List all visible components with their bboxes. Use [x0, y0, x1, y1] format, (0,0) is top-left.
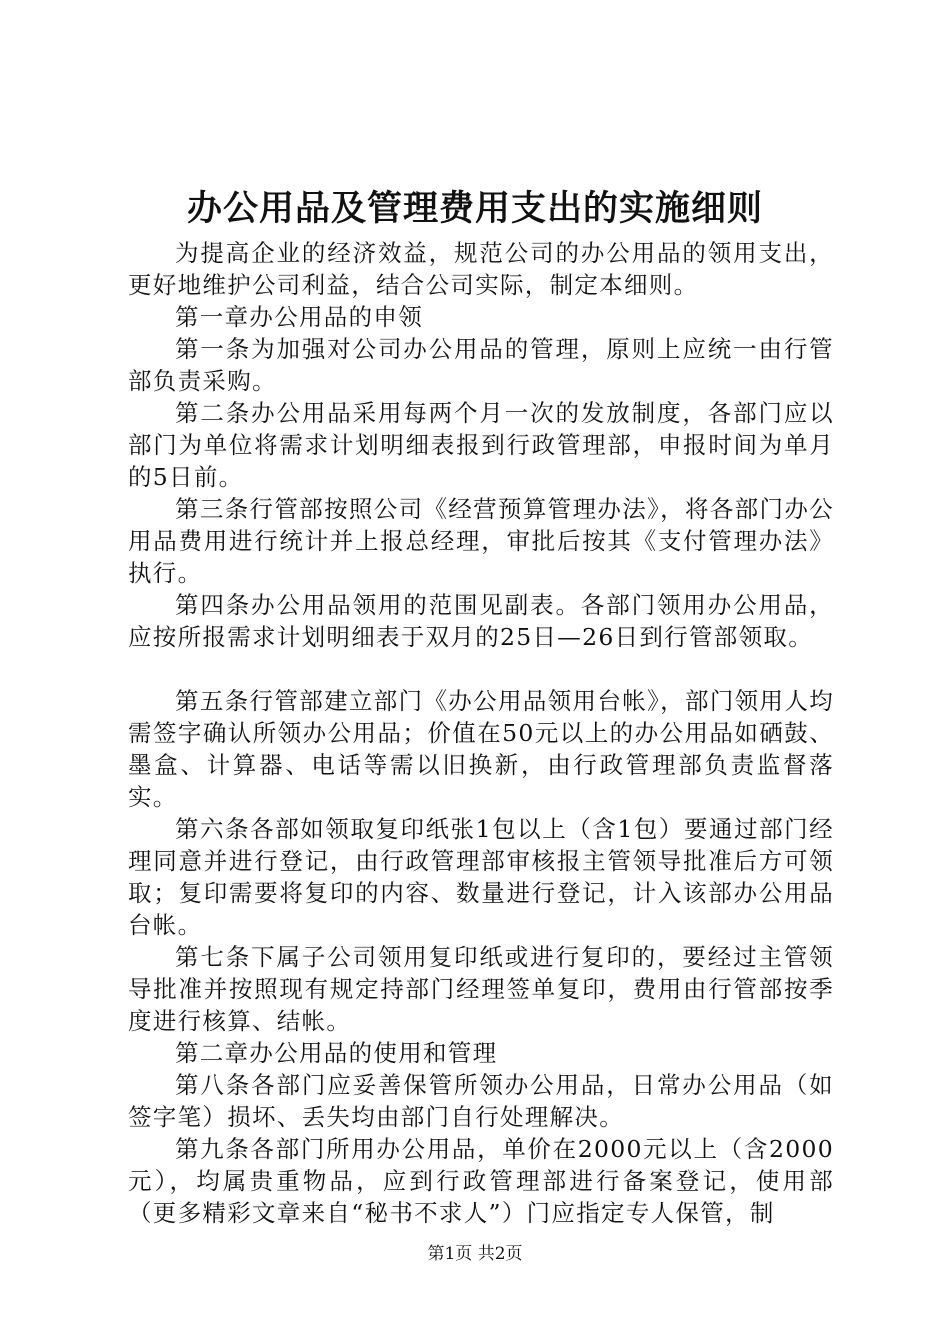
- document-body: [128, 237, 834, 1229]
- article-6: 第六条各部如领取复印纸张1包以上（含1包）要通过部门经理同意并进行登记，由行政管理部审核报主管领导批准后方可领取；复印需要将复印的内容、数量进行登记，计入该部办公用品台帐。: [128, 815, 834, 939]
- article-4: 第四条办公用品领用的范围见副表。各部门领用办公用品，应按所报需求计划明细表于双月的25日—26日到行管部领取。: [128, 591, 834, 651]
- page-footer: 第1页 共2页: [427, 1244, 523, 1264]
- blank-line: [128, 653, 834, 685]
- chapter-heading-1: 第一章办公用品的申领: [175, 303, 423, 331]
- chapter-heading-2: 第二章办公用品的使用和管理: [175, 1039, 498, 1067]
- document-title: 办公用品及管理费用支出的实施细则: [186, 188, 763, 229]
- article-8: 第八条各部门应妥善保管所领办公用品，日常办公用品（如签字笔）损坏、丢失均由部门自行处理解决。: [128, 1071, 834, 1131]
- article-5: 第五条行管部建立部门《办公用品领用台帐》，部门领用人均需签字确认所领办公用品；价值在50元以上的办公用品如硒鼓、墨盒、计算器、电话等需以旧换新，由行政管理部负责监督落实。: [128, 687, 834, 811]
- article-3: 第三条行管部按照公司《经营预算管理办法》，将各部门办公用品费用进行统计并上报总经理，审批后按其《支付管理办法》执行。: [128, 495, 834, 587]
- article-9: 第九条各部门所用办公用品，单价在2000元以上（含2000元），均属贵重物品，应到行政管理部进行备案登记，使用部（更多精彩文章来自“秘书不求人”）门应指定专人保管，制: [128, 1135, 834, 1227]
- article-2: 第二条办公用品采用每两个月一次的发放制度，各部门应以部门为单位将需求计划明细表报到行政管理部，申报时间为单月的5日前。: [128, 399, 834, 491]
- article-7: 第七条下属子公司领用复印纸或进行复印的，要经过主管领导批准并按照现有规定持部门经理签单复印，费用由行管部按季度进行核算、结帐。: [128, 943, 834, 1035]
- paragraph-intro: 为提高企业的经济效益，规范公司的办公用品的领用支出，更好地维护公司利益，结合公司实际，制定本细则。: [128, 239, 834, 299]
- article-1: 第一条为加强对公司办公用品的管理，原则上应统一由行管部负责采购。: [128, 335, 834, 395]
